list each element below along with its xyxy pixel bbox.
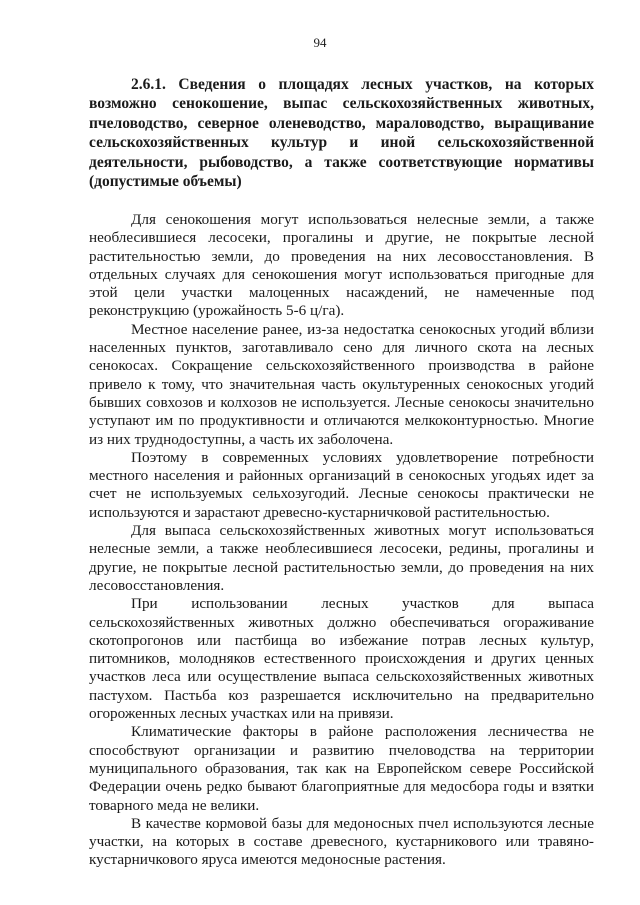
- paragraph-modern-conditions: Поэтому в современных условиях удовлетворение потребности местного населения и районных организаций в сенокосных угодьях идет за счет не используемых сельхозугодий. Лесные сенокосы практически не используются и зарастают древесно-кустарничковой растительностью.: [89, 448, 594, 521]
- paragraph-climate-beekeeping: Климатические факторы в районе расположения лесничества не способствуют организации и развитию пчеловодства на территории муниципального образования, так как на Европейском севере Российской Федерации очень редко бывают благоприятные для медосбора годы и взятки товарного меда не велики.: [89, 723, 594, 814]
- paragraph-haymaking: Для сенокошения могут использоваться нелесные земли, а также необлесившиеся лесосеки, прогалины и другие, не покрытые лесной растительностью земли, до проведения на них лесовосстановления. В отдельных случаях для сенокошения могут использоваться пригодные для этой цели участки малоценных насаждений, не намеченные под реконструкцию (урожайность 5-6 ц/га).: [89, 211, 594, 320]
- page-number: 94: [313, 35, 327, 50]
- paragraph-grazing-rules: При использовании лесных участков для выпаса сельскохозяйственных животных должно обеспечиваться огораживание скотопрогонов или пастбища во избежание потрав лесных культур, питомников, молодняков естественного происхождения и других ценных участков леса или осуществление выпаса сельскохозяйственных животных пастухом. Пастьба коз разрешается исключительно на предварительно огороженных лесных участках или на привязи.: [89, 595, 594, 723]
- section-heading: 2.6.1. Сведения о площадях лесных участков, на которых возможно сенокошение, выпас сельскохозяйственных животных, пчеловодство, северное оленеводство, мараловодство, выращивание сельскохозяйственных культур и иной сельскохозяйственной деятельности, рыбоводство, а также соответствующие нормативы (допустимые объемы): [89, 76, 594, 191]
- paragraph-honey-plants: В качестве кормовой базы для медоносных пчел используются лесные участки, на которых в составе древесного, кустарникового или травяно-кустарничкового яруса имеются медоносные растения.: [89, 814, 594, 869]
- body-text: [89, 211, 594, 870]
- paragraph-grazing-lands: Для выпаса сельскохозяйственных животных могут использоваться нелесные земли, а также необлесившиеся лесосеки, редины, прогалины и другие, не покрытые лесной растительностью земли, до проведения на них лесовосстановления.: [89, 522, 594, 594]
- paragraph-local-population: Местное население ранее, из-за недостатка сенокосных угодий вблизи населенных пунктов, заготавливало сено для личного скота на лесных сенокосах. Сокращение сельскохозяйственного производства в районе привело к тому, что значительная часть окультуренных сенокосных угодий бывших совхозов и колхозов не используется. Лесные сенокосы значительно уступают им по продуктивности и отличаются мелкоконтурностью. Многие из них труднодоступны, а часть их заболочена.: [89, 320, 594, 448]
